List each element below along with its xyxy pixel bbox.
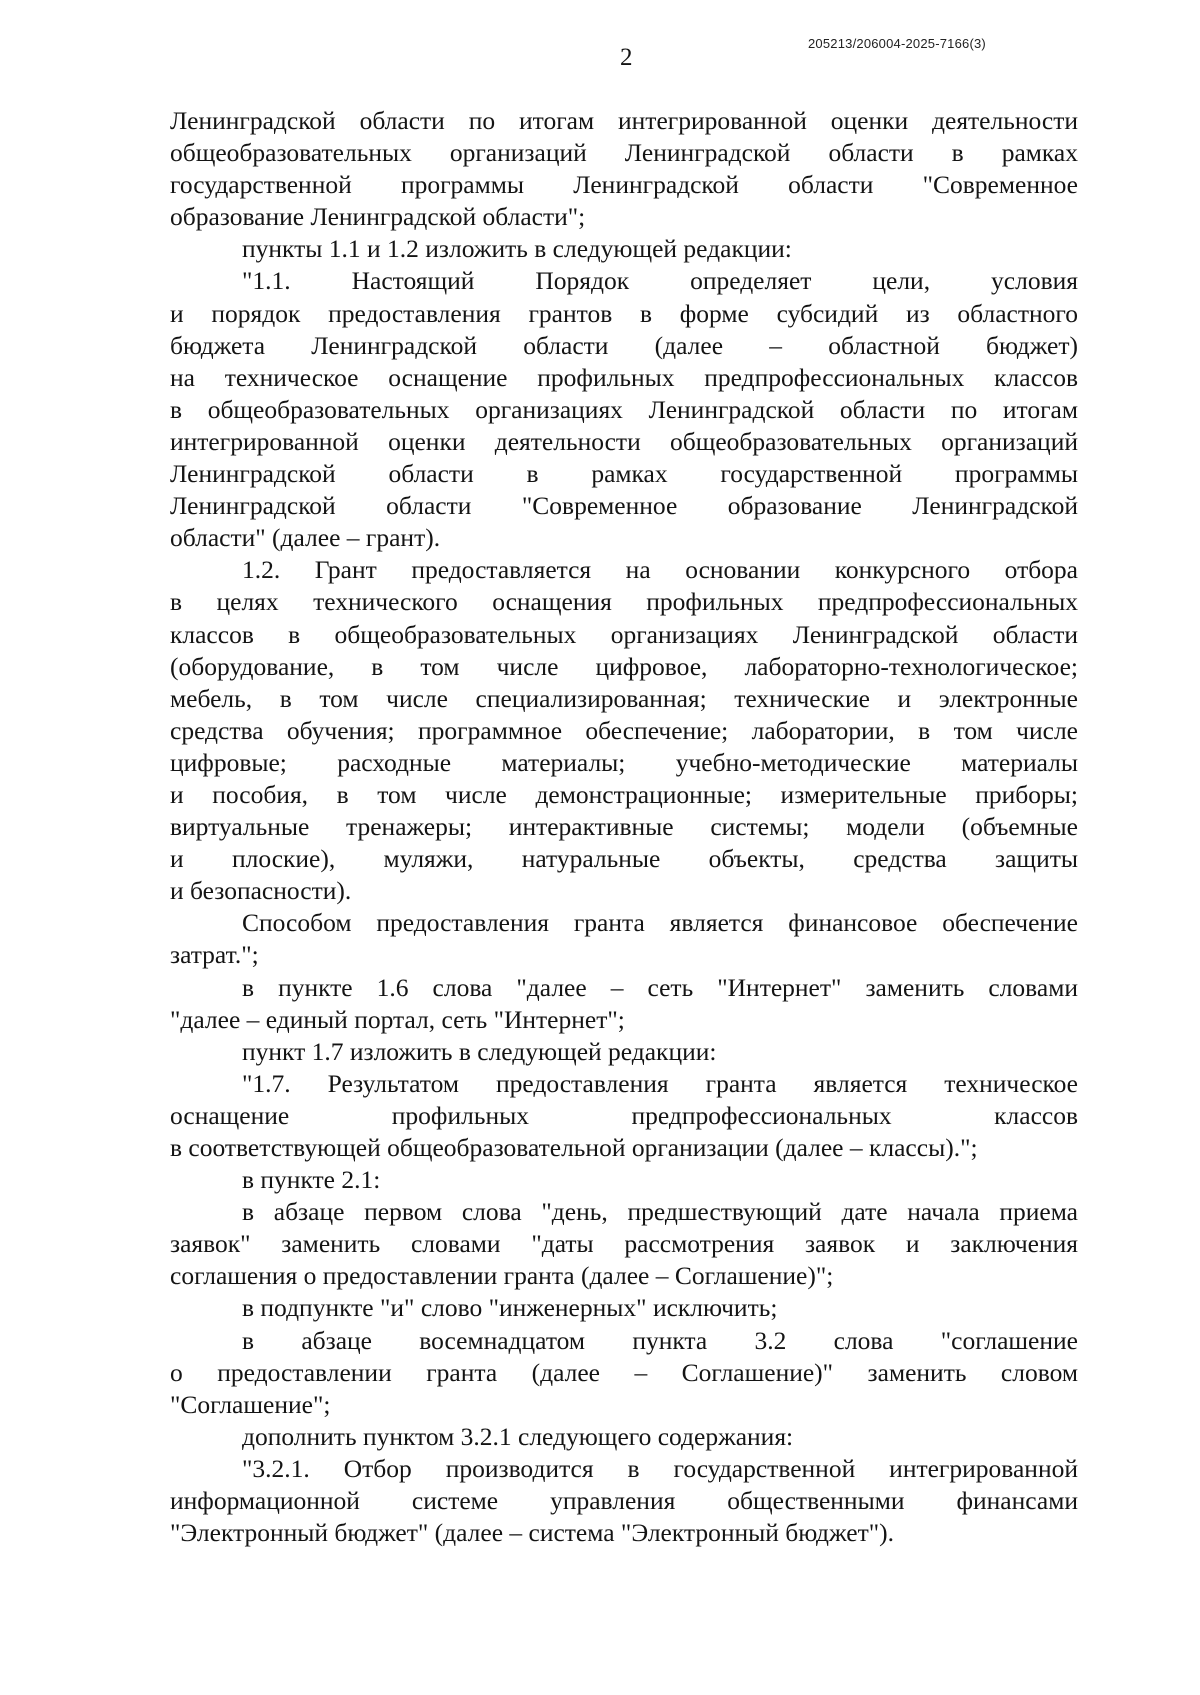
- text-line: информационной системе управления общественными финансами: [170, 1486, 1078, 1516]
- text-line: "1.7. Результатом предоставления гранта является техническое: [242, 1068, 1078, 1098]
- text-line: "Электронный бюджет" (далее – система "Электронный бюджет").: [170, 1518, 895, 1548]
- text-line: бюджета Ленинградской области (далее – областной бюджет): [170, 330, 1078, 360]
- text-line: 1.2. Грант предоставляется на основании конкурсного отбора: [242, 555, 1078, 585]
- text-line: "1.1. Настоящий Порядок определяет цели, условия: [242, 266, 1078, 296]
- text-line: виртуальные тренажеры; интерактивные системы; модели (объемные: [170, 812, 1078, 842]
- text-line: в подпункте "и" слово "инженерных" исключить;: [242, 1293, 778, 1323]
- text-line: в абзаце первом слова "день, предшествующий дате начала приема: [242, 1197, 1078, 1227]
- text-line: в абзаце восемнадцатом пункта 3.2 слова "соглашение: [242, 1325, 1078, 1355]
- text-line: государственной программы Ленинградской области "Современное: [170, 170, 1078, 200]
- text-line: классов в общеобразовательных организациях Ленинградской области: [170, 619, 1078, 649]
- text-line: и пособия, в том числе демонстрационные; измерительные приборы;: [170, 779, 1078, 809]
- text-line: образование Ленинградской области";: [170, 202, 586, 232]
- text-line: цифровые; расходные материалы; учебно-методические материалы: [170, 747, 1078, 777]
- text-line: и безопасности).: [170, 876, 352, 906]
- text-line: в соответствующей общеобразовательной организации (далее – классы).";: [170, 1133, 978, 1162]
- text-line: Способом предоставления гранта является финансовое обеспечение: [242, 908, 1078, 938]
- text-line: Ленинградской области в рамках государственной программы: [170, 459, 1078, 489]
- text-line: о предоставлении гранта (далее – Соглашение)" заменить словом: [170, 1357, 1078, 1387]
- text-line: в целях технического оснащения профильных предпрофессиональных: [170, 587, 1078, 617]
- text-line: затрат.";: [170, 940, 259, 970]
- text-line: в пункте 2.1:: [242, 1165, 381, 1195]
- text-line: Ленинградской области "Современное образование Ленинградской: [170, 491, 1078, 521]
- text-line: соглашения о предоставлении гранта (далее – Соглашение)";: [170, 1261, 834, 1291]
- text-line: (оборудование, в том числе цифровое, лабораторно-технологическое;: [170, 651, 1078, 681]
- page-number: 2: [620, 44, 633, 71]
- text-line: на техническое оснащение профильных предпрофессиональных классов: [170, 362, 1078, 392]
- text-line: и плоские), муляжи, натуральные объекты, средства защиты: [170, 844, 1078, 874]
- text-line: и порядок предоставления грантов в форме субсидий из областного: [170, 298, 1078, 328]
- text-line: области" (далее – грант).: [170, 523, 441, 553]
- text-line: Ленинградской области по итогам интегрированной оценки деятельности: [170, 106, 1078, 135]
- text-line: "Соглашение";: [170, 1389, 331, 1419]
- text-line: пункты 1.1 и 1.2 изложить в следующей редакции:: [242, 234, 792, 264]
- text-line: "далее – единый портал, сеть "Интернет";: [170, 1004, 625, 1034]
- text-line: пункт 1.7 изложить в следующей редакции:: [242, 1036, 717, 1066]
- text-line: в общеобразовательных организациях Ленинградской области по итогам: [170, 394, 1078, 424]
- text-line: в пункте 1.6 слова "далее – сеть "Интернет" заменить словами: [242, 972, 1078, 1002]
- text-line: общеобразовательных организаций Ленинградской области в рамках: [170, 138, 1078, 168]
- text-line: мебель, в том числе специализированная; технические и электронные: [170, 683, 1078, 713]
- text-line: заявок" заменить словами "даты рассмотрения заявок и заключения: [170, 1229, 1078, 1259]
- text-line: средства обучения; программное обеспечение; лаборатории, в том числе: [170, 715, 1078, 745]
- text-line: оснащение профильных предпрофессиональных классов: [170, 1100, 1078, 1130]
- document-body: [170, 105, 1078, 1549]
- text-line: дополнить пунктом 3.2.1 следующего содержания:: [242, 1421, 794, 1451]
- text-line: "3.2.1. Отбор производится в государственной интегрированной: [242, 1453, 1078, 1483]
- registration-number: 205213/206004-2025-7166(3): [808, 36, 986, 51]
- text-line: интегрированной оценки деятельности общеобразовательных организаций: [170, 426, 1078, 456]
